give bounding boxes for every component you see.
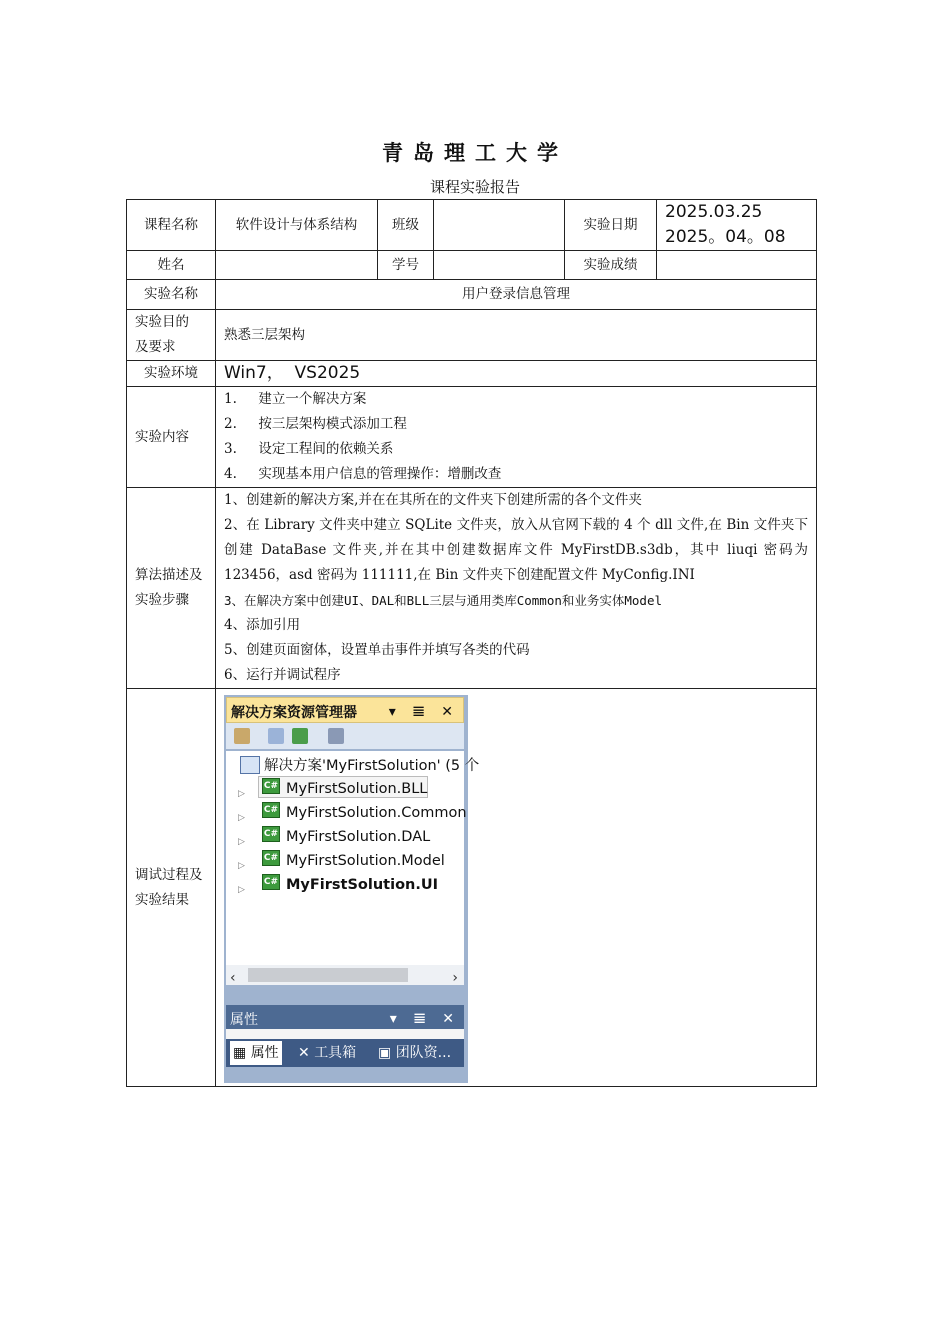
content-item: 3. 设定工程间的依赖关系 xyxy=(224,441,394,457)
startup-project-node: MyFirstSolution.UI xyxy=(286,876,439,893)
content-item: 1. 建立一个解决方案 xyxy=(224,391,367,407)
solution-node: 解决方案'MyFirstSolution' (5 个 xyxy=(264,757,480,774)
expand-arrow-icon: ▷ xyxy=(238,884,245,895)
course-value: 软件设计与体系结构 xyxy=(216,200,378,251)
step-line: 1、创建新的解决方案,并在在其所在的文件夹下创建所需的各个文件夹 xyxy=(224,492,642,508)
expand-arrow-icon: ▷ xyxy=(238,812,245,823)
properties-controls: ▾ 𝌆 ✕ xyxy=(389,1010,460,1027)
environment-label: 实验环境 xyxy=(127,361,216,387)
team-explorer-icon: ▣ xyxy=(378,1044,392,1061)
university-title: 青岛理工大学 xyxy=(382,140,568,165)
experiment-name-value: 用户登录信息管理 xyxy=(216,280,817,310)
solution-explorer-toolbar xyxy=(226,723,464,749)
step-line: 6、运行并调试程序 xyxy=(224,667,341,683)
debug-label-line-2: 实验结果 xyxy=(135,891,189,908)
scroll-left-icon: ‹ xyxy=(230,969,236,986)
report-table xyxy=(126,199,817,1087)
properties-titlebar xyxy=(226,1005,464,1029)
steps-label xyxy=(127,488,216,689)
date-line-2: 2025。04。08 xyxy=(665,227,786,247)
grade-label: 实验成绩 xyxy=(565,251,657,280)
tab-team-label: 团队资... xyxy=(395,1044,452,1061)
date-label: 实验日期 xyxy=(565,200,657,251)
csharp-project-icon: C# xyxy=(262,850,280,866)
step-line: 5、创建页面窗体，设置单击事件并填写各类的代码 xyxy=(224,642,530,658)
refresh-icon xyxy=(292,728,308,744)
class-label: 班级 xyxy=(378,200,434,251)
properties-title: 属性 xyxy=(230,1011,258,1028)
project-node: MyFirstSolution.BLL xyxy=(286,780,428,797)
tab-team xyxy=(378,1041,451,1065)
expand-arrow-icon: ▷ xyxy=(238,860,245,871)
properties-tab-icon: ▦ xyxy=(233,1044,247,1061)
tab-toolbox xyxy=(298,1041,356,1065)
solution-tree xyxy=(226,751,480,965)
scrollbar-thumb xyxy=(248,968,408,982)
experiment-name-label: 实验名称 xyxy=(127,280,216,310)
content-list xyxy=(216,387,817,488)
scroll-right-icon: › xyxy=(452,969,458,986)
solution-explorer-screenshot xyxy=(224,695,480,1083)
class-value xyxy=(434,200,565,251)
debug-result-cell xyxy=(216,689,817,1087)
class-diagram-icon xyxy=(328,728,344,744)
name-label: 姓名 xyxy=(127,251,216,280)
panel-controls: ▾ 𝌆 ✕ xyxy=(388,703,459,720)
show-all-files-icon xyxy=(268,728,284,744)
date-value xyxy=(657,200,817,251)
properties-body xyxy=(226,1029,464,1039)
steps-list xyxy=(216,488,817,689)
expand-arrow-icon: ▷ xyxy=(238,788,245,799)
environment-value: Win7， VS2025 xyxy=(216,361,817,387)
step-line: 2、在 Library 文件夹中建立 SQLite 文件夹，放入从官网下载的 4 个 dll 文件,在 Bin 文件夹下创建 DataBase 文件夹,并在其中创建数据库文件 MyFirstDB.s3db，其中 liuqi 密码为 123456，asd 密码为 111111,在 Bin 文件夹下创建配置文件 MyConfig.INI xyxy=(224,517,808,583)
tab-toolbox-label: 工具箱 xyxy=(314,1044,357,1061)
purpose-label-line-2: 及要求 xyxy=(135,339,176,355)
csharp-project-icon: C# xyxy=(262,826,280,842)
project-node: MyFirstSolution.Common xyxy=(286,804,467,821)
project-node: MyFirstSolution.DAL xyxy=(286,828,431,845)
expand-arrow-icon: ▷ xyxy=(238,836,245,847)
student-id-label: 学号 xyxy=(378,251,434,280)
tab-properties-label: 属性 xyxy=(250,1044,279,1061)
student-id-value xyxy=(434,251,565,280)
purpose-value: 熟悉三层架构 xyxy=(216,310,817,361)
report-subtitle: 课程实验报告 xyxy=(429,178,520,196)
bottom-tab-strip xyxy=(226,1039,464,1067)
content-item: 2. 按三层架构模式添加工程 xyxy=(224,416,407,432)
solution-explorer-title: 解决方案资源管理器 xyxy=(231,704,357,721)
name-value xyxy=(216,251,378,280)
debug-label xyxy=(127,689,216,1087)
horizontal-scrollbar xyxy=(226,965,464,985)
content-label: 实验内容 xyxy=(127,387,216,488)
toolbox-icon: ✕ xyxy=(298,1044,310,1061)
csharp-project-icon: C# xyxy=(262,778,280,794)
course-label: 课程名称 xyxy=(127,200,216,251)
purpose-label-line-1: 实验目的 xyxy=(135,314,189,330)
purpose-label xyxy=(127,310,216,361)
tab-properties xyxy=(230,1041,282,1065)
properties-icon xyxy=(234,728,250,744)
step-line: 3、在解决方案中创建UI、DAL和BLL三层与通用类库Common和业务实体Model xyxy=(224,593,663,608)
steps-label-line-2: 实验步骤 xyxy=(135,592,189,608)
csharp-project-icon: C# xyxy=(262,874,280,890)
steps-label-line-1: 算法描述及 xyxy=(135,567,203,583)
grade-value xyxy=(657,251,817,280)
solution-icon xyxy=(240,756,260,774)
csharp-project-icon: C# xyxy=(262,802,280,818)
project-node: MyFirstSolution.Model xyxy=(286,852,445,869)
debug-label-line-1: 调试过程及 xyxy=(135,866,203,883)
date-line-1: 2025.03.25 xyxy=(665,202,763,222)
step-line: 4、添加引用 xyxy=(224,617,301,633)
solution-explorer-titlebar xyxy=(226,697,464,723)
content-item: 4. 实现基本用户信息的管理操作：增删改查 xyxy=(224,466,502,482)
